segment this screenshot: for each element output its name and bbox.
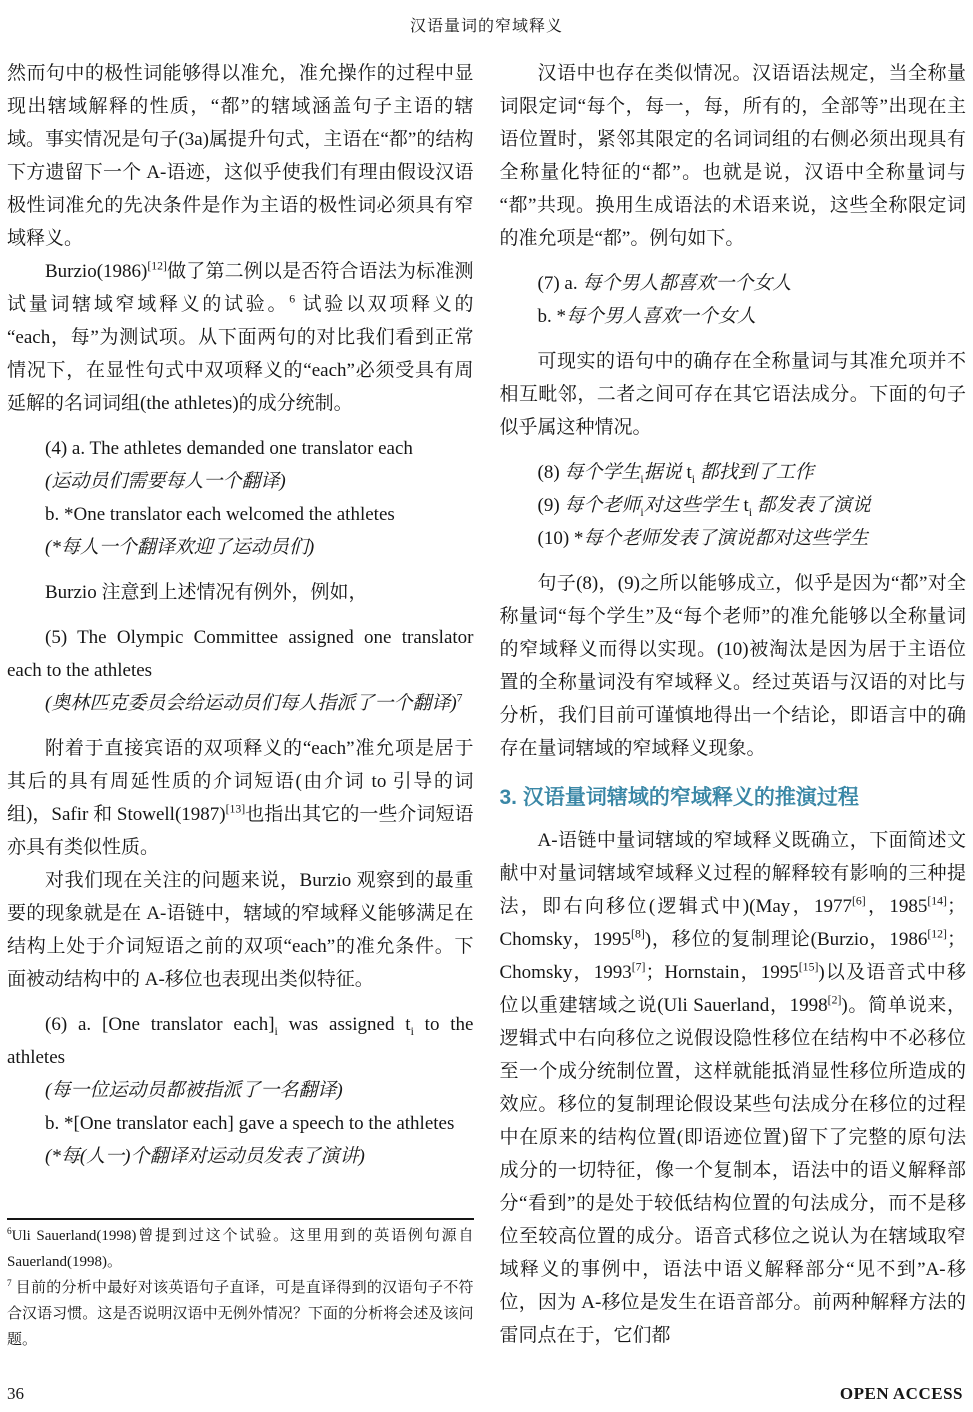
text-run: 试验以双项释义的“each，每”为测试项。从下面两句的对比我们看到正常情况下，在显性句式中双项释义的“each”必须受具有周延解的名词词组(the athletes)的成分统制。 <box>7 294 474 414</box>
subscript-index: i <box>274 1024 278 1038</box>
text-run: (8) <box>537 462 565 483</box>
translation-run: 据说 <box>643 462 682 483</box>
text-run: was assigned t <box>277 1014 411 1035</box>
paragraph <box>7 732 474 864</box>
text-run: Burzio(1986) <box>45 261 148 282</box>
text-run: (10) * <box>537 528 584 549</box>
footnote <box>7 1275 474 1353</box>
paragraph <box>7 576 474 609</box>
text-run: )，移位的复制理论(Burzio，1986 <box>644 929 928 950</box>
paragraph <box>500 345 967 444</box>
superscript-ref: [12] <box>927 927 947 941</box>
superscript-ref: 6 <box>7 1227 12 1237</box>
translation-run: (*每(人一)个翻译对运动员发表了演讲) <box>45 1146 365 1167</box>
article-body <box>0 57 973 1353</box>
footnotes-section <box>7 1218 474 1353</box>
example-line <box>500 489 967 522</box>
column-left <box>7 57 474 1353</box>
text-run: 也指出其它的一些介词短语亦具有类似性质。 <box>7 804 474 858</box>
footnote <box>7 1223 474 1275</box>
translation-run: 每个男人喜欢一个女人 <box>566 306 757 327</box>
paragraph <box>7 864 474 996</box>
text-run: Uli Sauerland(1998)曾提到过这个试验。这里用到的英语例句源自Sauerland(1998)。 <box>7 1228 474 1270</box>
text-run: Burzio 注意到上述情况有例外，例如， <box>45 582 368 603</box>
translation-run: 每个老师 <box>564 495 641 516</box>
section-heading: 3. 汉语量词辖域的窄域释义的推演过程 <box>499 786 859 809</box>
example-line <box>7 1107 474 1140</box>
text-run: 然而句中的极性词能够得以准允，准允操作的过程中显现出辖域解释的性质，“都”的辖域涵盖句子主语的辖域。事实情况是句子(3a)属提升句式，主语在“都”的结构下方遗留下一个 A-语迹，这似乎使我们有理由假设汉语极性词准允的先决条件是作为主语的极性词必须具有窄域释义。 <box>7 63 474 249</box>
example-line <box>7 621 474 687</box>
text-run: (9) <box>537 495 565 516</box>
footnote-list <box>7 1223 474 1353</box>
text-run: b. *[One translator each] gave a speech to the athletes <box>45 1113 455 1134</box>
subscript-index: i <box>640 472 644 486</box>
superscript-ref: [14] <box>927 894 947 908</box>
text-run: t <box>681 462 692 483</box>
superscript-ref: 6 <box>289 292 296 306</box>
translation-run: 每个学生 <box>564 462 641 483</box>
text-run: )以及语音式中移位以重建辖域之说(Uli Sauerland，1998 <box>499 962 966 1016</box>
text-run: (5) The Olympic Committee assigned one translator each to the athletes <box>7 627 474 681</box>
text-run: 可现实的语句中的确存在全称量词与其准允项并不相互毗邻，二者之间可存在其它语法成分。下面的句子似乎属这种情况。 <box>499 351 966 438</box>
translation-run: 都找到了工作 <box>699 462 814 483</box>
example-line <box>7 1074 474 1107</box>
translation-run: 都发表了演说 <box>756 495 871 516</box>
translation-run: (运动员们需要每人一个翻译) <box>45 471 286 492</box>
text-run: t <box>738 495 749 516</box>
paragraph <box>7 255 474 420</box>
text-run: (4) a. The athletes demanded one translator each <box>45 438 413 459</box>
subscript-index: i <box>640 505 644 519</box>
text-run: 附着于直接宾语的双项释义的“each”准允项是居于其后的具有周延性质的介词短语(由介词 to 引导的词组)，Safir 和 Stowell(1987) <box>7 738 474 825</box>
text-run: 句子(8)，(9)之所以能够成立，似乎是因为“都”对全称量词“每个学生”及“每个老师”的准允能够以全称量词的窄域释义而得以实现。(10)被淘汰是因为居于主语位置的全称量词没有窄域释义。经过英语与汉语的对比与分析，我们目前可谨慎地得出一个结论，即语言中的确存在量词辖域的窄域释义现象。 <box>499 573 966 759</box>
page-title: 汉语量词的窄域释义 <box>409 18 563 35</box>
superscript-ref: [8] <box>631 927 645 941</box>
column-right-content <box>500 57 967 1352</box>
superscript-ref: 7 <box>456 691 463 705</box>
example-block <box>500 456 967 555</box>
example-line <box>7 687 474 720</box>
example-block <box>500 267 967 333</box>
translation-run: 每个老师发表了演说都对这些学生 <box>583 528 869 549</box>
paragraph <box>7 57 474 255</box>
superscript-ref: [15] <box>798 960 819 974</box>
open-access-label: OPEN ACCESS <box>839 1384 963 1403</box>
text-run: 目前的分析中最好对该英语句子直译，可是直译得到的汉语句子不符合汉语习惯。这是否说明汉语中无例外情况？下面的分析将会述及该问题。 <box>7 1280 474 1348</box>
translation-run: 每个男人都喜欢一个女人 <box>582 273 792 294</box>
example-block <box>7 621 474 720</box>
paragraph <box>500 57 967 255</box>
example-line <box>7 432 474 465</box>
example-line <box>7 465 474 498</box>
superscript-ref: [2] <box>827 993 842 1007</box>
example-line <box>7 1140 474 1173</box>
text-run: 做了第二例以是否符合语法为标准测试量词辖域窄域释义的试验。 <box>7 261 474 315</box>
running-header <box>0 0 973 36</box>
column-right <box>500 57 967 1353</box>
text-run: ，1985 <box>865 896 928 917</box>
translation-run: (*每人一个翻译欢迎了运动员们) <box>45 537 315 558</box>
text-run: 对我们现在关注的问题来说，Burzio 观察到的最重要的现象就是在 A-语链中，辖域的窄域释义能够满足在结构上处于介词短语之前的双项“each”的准允条件。下面被动结构中的 A-移位也表现出类似特征。 <box>7 870 474 990</box>
column-left-content <box>7 57 474 1185</box>
text-run: 汉语中也存在类似情况。汉语语法规定，当全称量词限定词“每个，每一，每，所有的，全部等”出现在主语位置时，紧邻其限定的名词词组的右侧必须出现具有全称量化特征的“都”。也就是说，汉语中全称量词与“都”共现。换用生成语法的术语来说，这些全称限定词的准允项是“都”。例句如下。 <box>499 63 966 249</box>
paragraph <box>500 824 967 1352</box>
translation-run: (每一位运动员都被指派了一名翻译) <box>45 1080 343 1101</box>
page-number: 36 <box>7 1384 24 1403</box>
superscript-ref: [12] <box>147 259 167 273</box>
text-run: ；Chomsky，1993 <box>499 929 966 983</box>
subscript-index: i <box>410 1024 414 1038</box>
example-line <box>500 267 967 300</box>
example-block <box>7 1008 474 1173</box>
text-run: A-语链中量词辖域的窄域释义既确立，下面简述文献中对量词辖域窄域释义过程的解释较有影响的三种提法，即右向移位(逻辑式中)(May，1977 <box>499 830 966 917</box>
subscript-index: i <box>748 505 753 519</box>
example-line <box>500 300 967 333</box>
text-run: (7) a. <box>537 273 583 294</box>
text-run: ；Hornstain，1995 <box>645 962 799 983</box>
subscript-index: i <box>691 472 696 486</box>
example-block <box>7 432 474 564</box>
page-footer <box>0 1370 973 1412</box>
footnote-rule <box>7 1218 474 1220</box>
text-run: to the athletes <box>7 1014 474 1068</box>
text-run: (6) a. [One translator each] <box>45 1014 275 1035</box>
superscript-ref: [13] <box>225 802 246 816</box>
paragraph <box>500 567 967 765</box>
example-line <box>7 531 474 564</box>
example-line <box>7 1008 474 1074</box>
translation-run: 对这些学生 <box>643 495 739 516</box>
translation-run: (奥林匹克委员会给运动员们每人指派了一个翻译) <box>45 693 457 714</box>
superscript-ref: [6] <box>851 894 866 908</box>
text-run: )。简单说来，逻辑式中右向移位之说假设隐性移位在结构中不必移位至一个成分统制位置，这样就能抵消显性移位所造成的效应。移位的复制理论假设某些句法成分在移位的过程中在原来的结构位置(即语迹位置)留下了完整的原句法成分的一切特征，像一个复制本，语法中的语义解释部分“看到”的是处于较低结构位置的句法成分，而不是移位至较高位置的成分。语音式移位之说认为在辖域取窄域释义的事例中，语法中语义解释部分“见不到”A-移位，因为 A-移位是发生在语音部分。前两种解释方法的雷同点在于，它们都 <box>499 995 966 1346</box>
text-run: ；Chomsky，1995 <box>499 896 966 950</box>
text-run: b. *One translator each welcomed the athletes <box>45 504 395 525</box>
example-line <box>7 498 474 531</box>
example-line <box>500 456 967 489</box>
example-line <box>500 522 967 555</box>
superscript-ref: [7] <box>631 960 646 974</box>
text-run: b. * <box>537 306 566 327</box>
superscript-ref: 7 <box>7 1279 12 1289</box>
